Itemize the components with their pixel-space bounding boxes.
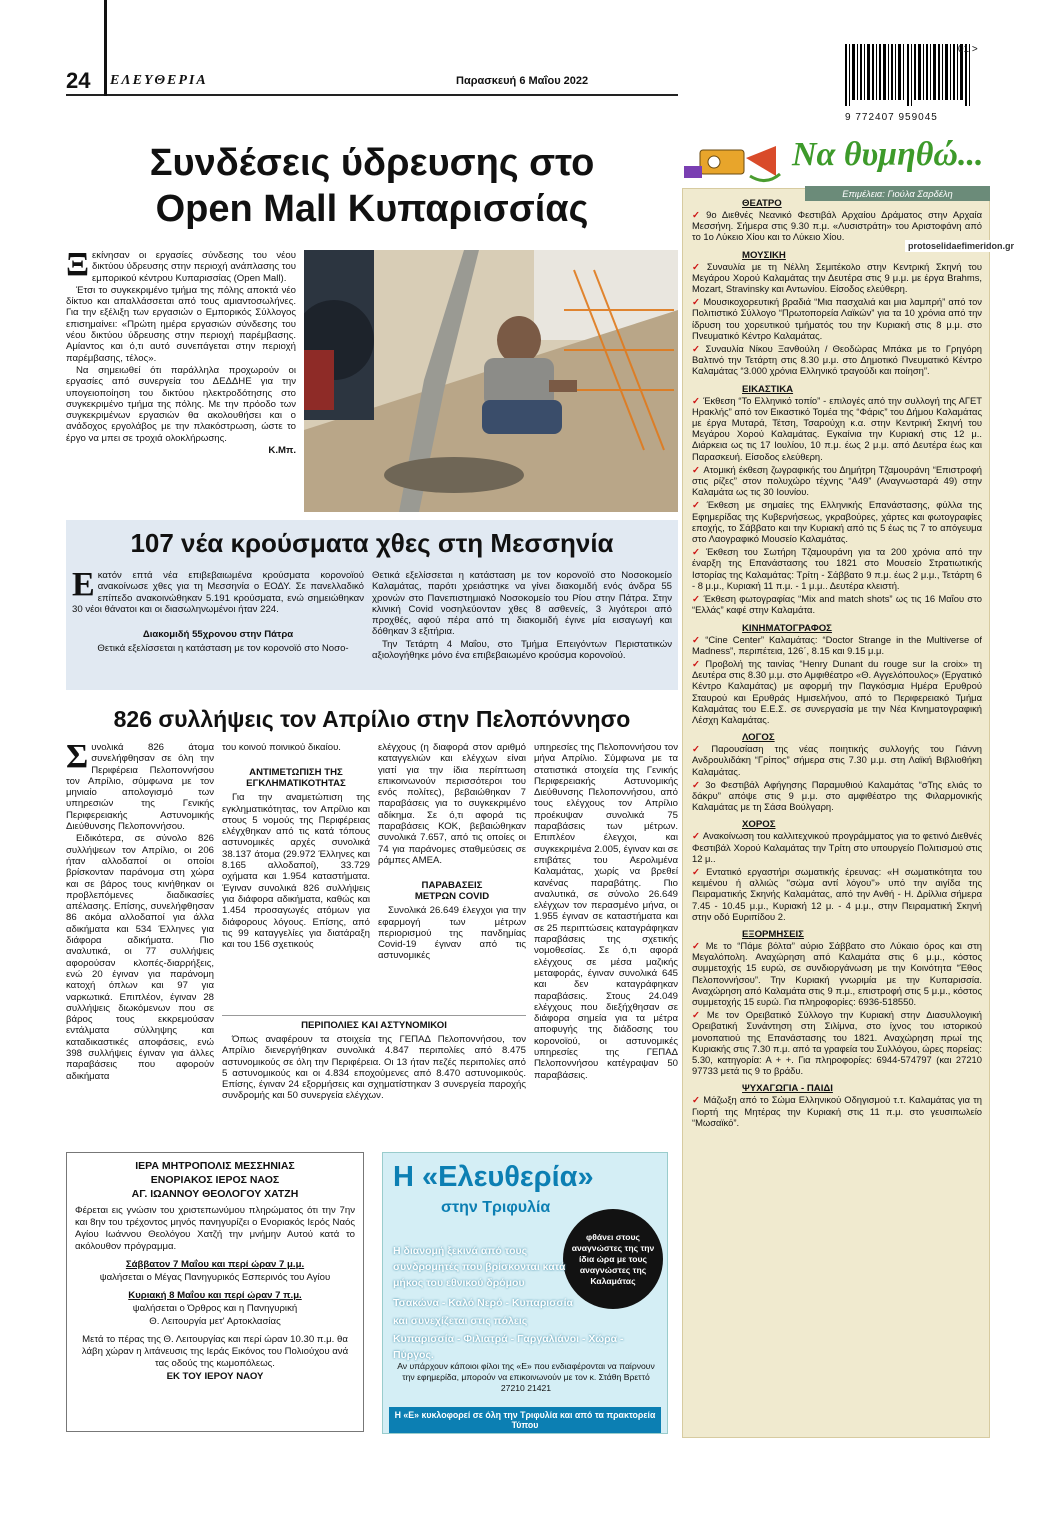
church-day2-text1: ψαλήσεται ο Όρθρος και η Πανηγυρική <box>132 1303 298 1314</box>
checkmark-icon: ✓ <box>692 1094 701 1106</box>
notes-item-text: Προβολή της ταινίας “Henry Dunant du rouge sur la croix» τη Δευτέρα στις 8.30 μ.μ. στο Αμφιθέατρο «Θ. Αγγελόπουλος» (Εργατικό Κέντρο Καλαμάτας) με αφορμή την Παγκόσμια Ημέρα Ερυθρού Σταυρού και Ερυθράς Ημισελήνου, από το Περιφερειακό Τμήμα Καλαμάτας του Ε.Ε.Σ. σε συνεργασία με την Νέα Κινηματογραφική Λέσχη Καλαμάτας. <box>692 657 983 725</box>
article2-p1: κατόν επτά νέα επιβεβαιωμένα κρούσματα κορονοϊού ανακοίνωσε χθες για τη Μεσσηνία ο ΕΟΔΥ. Σε πανελλαδικό επίπεδο ανακοινώθηκαν 5.191 κρούσματα, ενώ σημειώθηκαν 30 νέοι θάνατοι και οι διασωληνωμένοι ήταν 224. <box>72 570 364 615</box>
notes-section-heading: ΧΟΡΟΣ <box>742 819 776 831</box>
notes-title: Να θυμηθώ... <box>792 136 984 173</box>
church-day1: Σάββατον 7 Μαΐου και περί ώραν 7 μ.μ. <box>125 1259 305 1270</box>
article3-box-title: ΠΕΡΙΠΟΛΙΕΣ ΚΑΙ ΑΣΤΥΝΟΜΙΚΟΙ <box>301 1020 447 1031</box>
article1-dropcap: Ξ <box>66 246 90 283</box>
article3-c1p1: υνολικά 826 άτομα συνελήφθησαν σε όλη την Περιφέρεια Πελοποννήσου τον Απρίλιο, σύμφωνα με τον μηνιαίο απολογισμό των υπηρεσιών της Γενικής Περιφερειακής Αστυνομικής Διεύθυνσης Πελοποννήσου. <box>66 742 214 833</box>
ad-badge <box>563 1209 663 1309</box>
article3-box-text: Όπως αναφέρουν τα στοιχεία της ΓΕΠΑΔ Πελοποννήσου, τον Απρίλιο διενεργήθηκαν συνολικά 4.847 περιπολίες από 8.475 αστυνομικούς σε όλη την Περιφέρεια. Οι 13 ήταν πεζές περιπολίες από 5 αστυνομικούς και οι 4.834 εποχούμενες από 8.470 αστυνομικούς. Επίσης, έγιναν 24 εξορμήσεις και σχηματίστηκαν 3 συνεργεία παροχής συνδρομής και 50 συνεργεία ελέγχων. <box>222 1034 526 1102</box>
ad-text4: Κυπαρισσία - Φιλιατρά - Γαργαλιάνοι - Χώρα - Πύργος. <box>393 1333 624 1361</box>
notes-section-heading: ΨΥΧΑΓΩΓΙΑ - ΠΑΙΔΙ <box>742 1083 833 1095</box>
checkmark-icon: ✓ <box>692 546 703 558</box>
notes-content <box>692 198 982 1130</box>
article2-col2 <box>372 570 672 662</box>
article1-p3: Να σημειωθεί ότι παράλληλα προχωρούν οι εργασίες από συνεργεία του ΔΕΔΔΗΕ για την υπογειοποίηση του δικτύου ηλεκτροδότησης στο συγκεκριμένο τμήμα της πόλης. Με την πρόοδο των συγκεκριμένων εργασιών θα ακολουθήσει και ο ανάδοχος εργολάβος με την πλακόστρωση, ώστε το έργο να μπει σε τροχιά ολοκλήρωσης. <box>66 364 296 444</box>
church-p2: Μετά το πέρας της Θ. Λειτουργίας και περί ώραν 10.30 π.μ. θα λάβη χώραν η λιτάνευσις της Ιεράς Εικόνος του Πολιούχου ανά τας οδούς της κωμοπόλεως. <box>81 1334 349 1369</box>
checkmark-icon: ✓ <box>692 657 703 669</box>
notes-editor: Επιμέλεια: Γιούλα Σαρδέλη <box>805 186 990 201</box>
article1-p1: εκίνησαν οι εργασίες σύνδεσης του νέου δικτύου ύδρευσης στην περιοχή ανάπλασης του εμπορικού κέντρου Κυπαρισσίας (Open Mall). <box>92 250 296 284</box>
notes-item <box>692 743 982 777</box>
article2-title: 107 νέα κρούσματα χθες στη Μεσσηνία <box>130 528 614 558</box>
notes-item <box>692 343 982 377</box>
article1-photo <box>304 250 678 512</box>
notes-item-text: Μουσικοχορευτική βραδιά “Μια πασχαλιά και μια λαμπρή” από τον Πολιτιστικό Σύλλογο “Πρωτοπορεία Λαϊκών” για τα 10 χρόνια από την ίδρυση του χορευτικού τμήματός του την Κυριακή στις 8 μ.μ. στο Πνευματικό Κέντρο Καλαμάτας. <box>692 296 982 341</box>
notes-item <box>692 499 982 544</box>
checkmark-icon: ✓ <box>692 865 704 877</box>
notes-item <box>692 940 982 1007</box>
ad-text-block <box>393 1243 573 1291</box>
notes-item <box>692 209 982 243</box>
notes-item <box>692 1009 982 1076</box>
notes-section-heading: ΜΟΥΣΙΚΗ <box>742 249 786 261</box>
ad-footer: Η «Ε» κυκλοφορεί σε όλη την Τριφυλία και από τα πρακτορεία Τύπου <box>389 1407 661 1433</box>
notes-item-text: Έκθεση με σημαίες της Ελληνικής Επανάστασης, φύλλα της Εφημερίδας της Κυβερνήσεως, γκραβούρες, χάρτες και φωτογραφίες εποχής, το Σάββατο και την Κυριακή από τις 5 έως τις 7 το απόγευμα στο Λαογραφικό Μουσείο Καλαμάτας. <box>692 499 982 545</box>
article3-sub2b: ΜΕΤΡΩΝ COVID <box>414 891 490 903</box>
checkmark-icon: ✓ <box>692 394 701 406</box>
checkmark-icon: ✓ <box>692 778 703 790</box>
church-line1: ΙΕΡΑ ΜΗΤΡΟΠΟΛΙΣ ΜΕΣΣΗΝΙΑΣ <box>135 1160 295 1172</box>
article1-title-line2: Open Mall Κυπαρισσίας <box>155 188 589 230</box>
notes-section-heading: ΕΞΟΡΜΗΣΕΙΣ <box>742 928 804 940</box>
article3-c2p2: Για την αναμετώπιση της εγκληματικότητας, τον Απρίλιο και στους 5 νομούς της Περιφέρειας ελέγχθηκαν από τις κατά τόπους αστυνομικές αρχές συνολικά 38.137 άτομα (29.972 Έλληνες και 8.165 αλλοδαποί), 33.729 οχήματα και 1.954 καταστήματα. Έγιναν συνολικά 826 συλλήψεις για διάφορα αδικήματα, καθώς και 1.454 προσαγωγές ατόμων για διάφορους λόγους. Επίσης, από τις 99 καταγγελίες για διατάραξη και του 156 σχετικούς <box>222 792 370 951</box>
notes-header <box>680 128 990 190</box>
article3-c2p1: του κοινού ποινικού δικαίου. <box>222 742 341 753</box>
notes-item <box>692 1094 982 1128</box>
article3-title: 826 συλλήψεις τον Απρίλιο στην Πελοπόννησο <box>113 706 631 732</box>
checkmark-icon: ✓ <box>692 499 704 511</box>
checkmark-icon: ✓ <box>692 830 700 842</box>
church-line3: ΑΓ. ΙΩΑΝΝΟΥ ΘΕΟΛΟΓΟΥ ΧΑΤΖΗ <box>131 1188 299 1200</box>
notes-section-heading: ΚΙΝΗΜΑΤΟΓΡΑΦΟΣ <box>742 622 832 634</box>
notes-item <box>692 261 982 295</box>
article3-col3 <box>378 742 526 963</box>
article3-dropcap: Σ <box>66 738 89 775</box>
article3-sub1a: ΑΝΤΙΜΕΤΩΠΙΣΗ ΤΗΣ <box>249 767 343 779</box>
article2-p2a: Θετικά εξελίσσεται η κατάσταση με τον κορονοϊό στο Νοσο- <box>97 643 349 655</box>
barcode <box>845 44 985 122</box>
article3-sub2 <box>378 880 526 902</box>
church-p1: Φέρεται εις γνώσιν του χριστεπωνύμου πληρώματος ότι την 7ην και 8ην του τρέχοντος μηνός πανηγυρίζει ο Ενοριακός Ιερός Ναός Αγίου Ιωάννου Θεολόγου Χατζή την μνήμην Αυτού κατά το ακόλουθον πρόγραμμα. <box>75 1205 355 1252</box>
article3-sub1b: ΕΓΚΛΗΜΑΤΙΚΟΤΗΤΑΣ <box>246 778 346 790</box>
notes-item-text: Έκθεση φωτογραφίας “Mix and match shots” ως τις 16 Μαΐου στο “Ελλάς” καφέ στην Καλαμάτα. <box>692 593 983 616</box>
notes-item-text: Ανακοίνωση του καλλιτεχνικού προγράμματος για το φετινό Διεθνές Φεστιβάλ Χορού Καλαμάτας την Τρίτη στο υπουργείο Πολιτισμού στις 12 μ.. <box>692 830 982 864</box>
notes-item-text: 3ο Φεστιβάλ Αφήγησης Παραμυθιού Καλαμάτας “σΤης ελιάς το δάκρυ” απόψε στις 9 μ.μ. στο αμφιθέατρο της Φιλαρμονικής Καλαμάτας με τη Σάσα Βούλγαρη. <box>692 778 982 813</box>
notes-item-text: Με τον Ορειβατικό Σύλλογο την Κυριακή στην Διασυλλογική Ορειβατική Συνάντηση στη Σιλίμνα, στο ίχνος του ιστορικού μονοπατιού της Επανάστασης του 1821. Αναχώρηση πρωί της Κυριακής στις 7.30 π.μ. από τα γραφεία του Συλλόγου, ώρες πορείας: 5.30, κατηγορία: Α + +. Για πληροφορίες: 6944-574797 (και 27210 97733 μετά τις 9 το βράδυ. <box>692 1009 982 1077</box>
notes-item-text: Έκθεση “Το Ελληνικό τοπίο” - επιλογές από την συλλογή της ΑΓΕΤ Ηρακλής” από τον Εικαστικό Τομέα της “Φάρις” του Δήμου Καλαμάτας με έργα Μυταρά, Τέτση, Τσαρούχη κ.α. στην Κεντρική Σκηνή του Μεγάρου Χορού Καλαμάτας. Εγκαίνια την Κυριακή στις 12 μ.. Διάρκεια ως τις 17 Ιουλίου, 10 π.μ. έως 2 μ.μ. από Δευτέρα έως και Παρασκευή. Είσοδος ελεύθερη. <box>692 394 982 462</box>
article3-box <box>222 1015 526 1103</box>
notes-section-heading: ΕΙΚΑΣΤΙΚΑ <box>742 383 794 395</box>
notes-item-text: Έκθεση του Σωτήρη Τζαμουράνη για τα 200 χρόνια από την έναρξη της Επανάστασης του 1821 στο Μουσείο Στρατιωτικής Ιστορίας της Καλαμάτας: Τρίτη - Σάββατο 9 π.μ. έως 2 μ.μ., Τετάρτη 6 - 8 μ.μ., Κυριακή 11 π.μ. - 1 μ.μ.. Δευτέρα κλειστή. <box>692 546 982 591</box>
date: Παρασκευή 6 Μαΐου 2022 <box>456 75 589 87</box>
ad-note: Αν υπάρχουν κάποιοι φίλοι της «Ε» που ενδιαφέρονται να παίρνουν την εφημερίδα, μπορούν να επικοινωνούν με τον κ. Στάθη Βρεττό 27210 21421 <box>397 1361 655 1393</box>
church-day1-text: ψαλήσεται ο Μέγας Πανηγυρικός Εσπερινός του Αγίου <box>99 1272 331 1283</box>
checkmark-icon: ✓ <box>692 593 701 605</box>
checkmark-icon: ✓ <box>692 296 701 308</box>
issue-code: 01 > <box>958 44 978 55</box>
notes-item <box>692 593 982 615</box>
notes-item-text: 9ο Διεθνές Νεανικό Φεστιβάλ Αρχαίου Δράματος στην Αρχαία Μεσσήνη. Σήμερα στις 9.30 π.μ. «Λυσιστράτη» του Αριστοφάνη από το 1ο Λύκειο Χίου και το Λύκειο Χίου. <box>692 209 982 243</box>
notes-item <box>692 658 982 725</box>
notes-sections <box>692 198 982 1128</box>
notes-item <box>692 464 982 498</box>
notes-item-text: Παρουσίαση της νέας ποιητικής συλλογής του Γιάννη Ανδρουλιδάκη “Γρίπος” σήμερα στις 7.30 μ.μ. στη Λαϊκή Βιβλιοθήκη Καλαμάτας. <box>692 743 982 777</box>
article3-c3p2: Συνολικά 26.649 έλεγχοι για την εφαρμογή των μέτρων περιορισμού της πανδημίας Covid-19 έγιναν από τις αστυνομικές <box>378 905 526 962</box>
ad-text3: και συνεχίζεται στις πόλεις <box>393 1315 528 1327</box>
notes-section-heading: ΘΕΑΤΡΟ <box>742 198 782 209</box>
notes-section-heading: ΛΟΓΟΣ <box>742 732 775 744</box>
article1-signature: Κ.Μπ. <box>268 445 296 457</box>
notes-item-text: Συναυλία με τη Νέλλη Σεμιτέκολο στην Κεντρική Σκηνή του Μεγάρου Χορού Καλαμάτας την Δευτέρα στις 9 μ.μ. με έργα Brahms, Mozart, Stravinsky και Αντωνίου. Είσοδος ελεύθερη. <box>692 260 982 295</box>
article3-col2 <box>222 742 370 951</box>
article2-p2: Θετικά εξελίσσεται η κατάσταση με τον κορονοϊό στο Νοσοκομείο Καλαμάτας, παρότι χρειάστηκε να γίνει διακομιδή ενός άνδρα 55 χρονών στο Πανεπιστημιακό Νοσοκομείο του Ρίου στην Πάτρα. Στην κλινική Covid νοσηλεύονταν χθες 8 ασθενείς, 3 λιγότεροι από προχθές, αφού πέρα από τη διακομιδή έγινε μία εισαγωγή και δόθηκαν 3 εξιτήρια. <box>372 570 672 638</box>
article3-col1 <box>66 738 214 1083</box>
church-day2: Κυριακή 8 Μαΐου και περί ώραν 7 π.μ. <box>128 1290 302 1301</box>
ad-text1: Η διανομή ξεκινά από τους συνδρομητές που βρίσκονται κατά μήκος του εθνικού δρόμου <box>393 1245 566 1289</box>
article3-sub2a: ΠΑΡΑΒΑΣΕΙΣ <box>421 880 483 892</box>
ad-subtitle: στην Τριφυλία <box>441 1199 551 1216</box>
checkmark-icon: ✓ <box>692 463 701 475</box>
notes-item <box>692 546 982 591</box>
notes-item <box>692 296 982 341</box>
article2-subhead: Διακομιδή 55χρονου στην Πάτρα <box>142 629 294 641</box>
watermark: protoselidaefimeridon.gr <box>905 240 1017 252</box>
notes-item-text: Συναυλία Νίκου Ξανθούλη / Θεοδώρας Μπάκα με το Γρηγόρη Βαλτινό την Τετάρτη στις 8.30 μ.μ. στο Δημοτικό Πνευματικό Κέντρο Καλαμάτας “3.000 χρόνια Ελληνικό τραγούδι και ποίηση”. <box>692 343 982 377</box>
notes-item <box>692 866 982 922</box>
church-line2: ΕΝΟΡΙΑΚΟΣ ΙΕΡΟΣ ΝΑΟΣ <box>150 1174 280 1186</box>
article3-c1p2: Ειδικότερα, σε σύνολο 826 συλλήψεων τον Απρίλιο, οι 206 ήταν αλλοδαποί οι οποίοι βρίσκονταν παράνομα στη χώρα και σε βάρος τους κινήθηκαν οι προβλεπόμενες διαδικασίες απέλασης. Επίσης, συνελήφθησαν 86 ακόμα αλλοδαποί για άλλα αδικήματα και 534 Έλληνες για διάφορα αδικήματα. Πιο αναλυτικά, οι 77 συλλήψεις αφορούσαν κλοπές-διαρρήξεις, ενώ 20 έγιναν για παράνομη κατοχή όπλων και 97 για ναρκωτικά. Επιπλέον, έγιναν 28 συλλήψεις διωκόμενων που σε βάρος τους εκκρεμούσαν εντάλματα σύλληψης και καταδικαστικές αποφάσεις, ενώ 398 συλλήψεις έγιναν για άλλες παραβάσεις που αφορούν αδικήματα <box>66 833 214 1082</box>
page-header <box>66 68 678 98</box>
church-day2-text2: Θ. Λειτουργία μετ' Αρτοκλασίας <box>149 1316 281 1327</box>
photo-illustration <box>304 250 678 512</box>
article1-p2: Έτσι το συγκεκριμένο τμήμα της πόλης αποκτά νέο δίκτυο και απαλλάσσεται από τους αμιαντοσωλήνες. Για την εξέλιξη των εργασιών ο Εμπορικός Σύλλογος επισημαίνει: «Πρώτη ημέρα εργασιών σύνδεσης του νέου δικτύου ύδρευσης στην περιοχή παρέμβασης. Αμίαντος και ό,τι αυτό συνεπάγεται στην περιοχή παρέμβασης, τέλος». <box>66 284 296 364</box>
notes-item <box>692 395 982 462</box>
notes-illustration-icon <box>680 128 790 188</box>
checkmark-icon: ✓ <box>692 343 703 355</box>
notes-item <box>692 634 982 656</box>
church-notice <box>66 1152 364 1432</box>
ad-title: Η «Ελευθερία» <box>393 1161 594 1193</box>
article2-col1 <box>72 566 364 655</box>
article1-title <box>66 140 678 232</box>
article2-p3: Την Τετάρτη 4 Μαΐου, στο Τμήμα Επειγόντων Περιστατικών αξιολογήθηκε μόνο ένα επιβεβαιωμένο κρούσμα κορονοϊού. <box>372 638 672 662</box>
checkmark-icon: ✓ <box>692 1009 704 1021</box>
paper-name: ΕΛΕΥΘΕΡΙΑ <box>110 73 208 88</box>
page-number: 24 <box>66 68 91 93</box>
article3-c4p1: υπηρεσίες της Πελοποννήσου τον μήνα Απρίλιο. Σύμφωνα με τα στατιστικά στοιχεία της Γενικής Περιφερειακής Αστυνομικής Διεύθυνσης Πελοποννήσου, από τους ελέγχους τον Απρίλιο προέκυψαν συνολικά 75 παραβάσεις των μέτρων. Επιπλέον έλεγχοι, και συγκεκριμένα 2.005, έγιναν και σε επιβάτες του Αερολιμένα Καλαμάτας, χωρίς να βρεθεί κανένας παραβάτης. Πιο αναλυτικά, σε σύνολο 26.649 ελέγχων τον περασμένο μήνα, οι 1.955 έγιναν σε καταστήματα και σε 25 περιπτώσεις καταγράφηκαν παραβάσεις της σχετικής νομοθεσίας. Σε ό,τι αφορά ελέγχους σε μέσα μαζικής μεταφοράς, έγιναν συνολικά 645 και δεν καταγράφηκαν παραβάσεις. Στους 24.049 ελέγχους που διεξήχθησαν σε διάφορα σημεία για τα μέτρα αποφυγής της διάδοσης του κορονοϊού, οι αστυνομικές υπηρεσίες της ΓΕΠΑΔ Πελοποννήσου κατέγραψαν 50 παραβάσεις. <box>534 742 678 1081</box>
checkmark-icon: ✓ <box>692 743 709 755</box>
article3-sub1 <box>222 767 370 789</box>
notes-item <box>692 779 982 813</box>
notes-item-text: “Cine Center” Καλαμάτας: “Doctor Strange in the Multiverse of Madness”, περιπέτεια, 126΄, 8.15 και 9.15 μ.μ. <box>692 633 982 656</box>
barcode-number: 9 772407 959045 <box>845 112 938 123</box>
ad-text2: Τσακώνα - Καλό Νερό - Κυπαρισσία <box>393 1297 573 1309</box>
article3-col4 <box>534 742 678 1082</box>
article2-dropcap: Ε <box>72 566 95 603</box>
notes-item-text: Εντατικό εργαστήρι σωματικής έρευνας: «Η σωματικότητα του κειμένου ή αλλιώς ''σώμα αντί λόγου''» υπό την αιγίδα της Πειραματικής Σκηνής Καλαμάτας, από την Ανθή - Η. Δρίλλια σήμερα 7.45 - 10.45 μ.μ., Κυριακή 12 μ. - 4 μ.μ., στην Πειραματική Σκηνή στην οδό Ευριπίδου 2. <box>692 865 982 922</box>
notes-item-text: Με το “Πάμε βόλτα” αύριο Σάββατο στο Λύκαιο όρος και στη Μεγαλόπολη. Αναχώρηση από Καλαμάτα στις 6 μ.μ., κόστος συμμετοχής 15 ευρώ, σε συνδιοργάνωση με την Κοινότητα “Έθος Πελοποννήσου”. Την Κυριακή γνωριμία με την Κυπαρισσία. Αναχώρηση από Καλαμάτα στις 9 π.μ., επιστροφή στις 5 μ.μ., κόστος συμμετοχής 15 ευρώ. Για πληροφορίες: 6936-518550. <box>692 939 982 1007</box>
checkmark-icon: ✓ <box>692 939 703 951</box>
notes-item <box>692 830 982 864</box>
ad-badge-text: φθάνει στους αναγνώστες της την ίδια ώρα με τους αναγνώστες της Καλαμάτας <box>571 1231 655 1286</box>
article1-title-line1: Συνδέσεις ύδρευσης στο <box>149 142 595 184</box>
church-signature: ΕΚ ΤΟΥ ΙΕΡΟΥ ΝΑΟΥ <box>166 1371 264 1382</box>
article3-c3p1: ελέγχους (η διαφορά στον αριθμό καταγγελιών και ελέγχων είναι γιατί για την ίδια περίπτωση επικοινωνούν περισσότεροι του ενός πολίτες), βεβαιώθηκαν 7 παραβάσεις για το συγκεκριμένο αδίκημα. Σε ό,τι αφορά τις παραβάσεις ΚΟΚ, βεβαιώθηκαν συνολικά 7.657, από τις οποίες οι 74 για παράνομες σταθμεύσεις σε ράμπες ΑΜΕΑ. <box>378 742 526 866</box>
header-vertical-rule <box>104 0 107 96</box>
ad-box <box>382 1152 668 1434</box>
checkmark-icon: ✓ <box>692 260 704 272</box>
checkmark-icon: ✓ <box>692 209 704 220</box>
article1-body <box>66 246 296 457</box>
checkmark-icon: ✓ <box>692 633 703 645</box>
notes-item-text: Ατομική έκθεση ζωγραφικής του Δημήτρη Τζαμουράνη “Επιστροφή στις ρίζες” στον πολυχώρο τέχνης “Α49” (Αναγνωσταρά 49) στην Καλαμάτα ως τις 30 Ιουνίου. <box>692 463 983 498</box>
notes-item-text: Μάζωξη από το Σώμα Ελληνικού Οδηγισμού τ.τ. Καλαμάτας για τη Γιορτή της Μητέρας την Κυριακή στις 11 π.μ. στο γευσιπωλείο “Μωσαϊκό”. <box>692 1094 983 1128</box>
header-rule <box>66 94 678 96</box>
